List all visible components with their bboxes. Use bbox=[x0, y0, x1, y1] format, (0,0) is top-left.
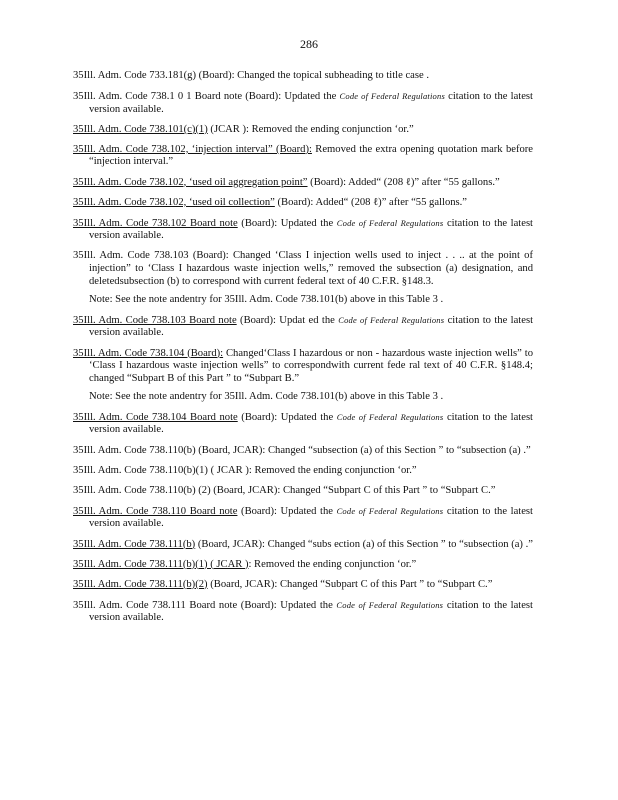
entry-text: citation to the latest version available. bbox=[89, 411, 534, 436]
amendment-entry bbox=[73, 579, 533, 592]
cfr-reference: Code of Federal Regulations bbox=[336, 411, 444, 422]
cfr-reference: Code of Federal Regulations bbox=[336, 217, 444, 228]
amendment-entry bbox=[73, 124, 533, 137]
amendment-list bbox=[73, 70, 533, 633]
entry-text: 35Ill. Adm. Code 738.103 (Board): Changed ‘Class I injection wells used to inject . . .. at the point of injection” to ‘Class I hazardous waste injection wells,” removed the subsection (a) designation, and deletedsubsection (b) to correspond with current federal text of 40 C.F.R. §148.3. bbox=[73, 250, 533, 287]
entry-text: (Board): Added“ (208 ℓ)” after “55 gallons.” bbox=[274, 196, 468, 208]
entry-text: citation to the latest version available. bbox=[89, 599, 534, 624]
amendment-entry bbox=[73, 177, 533, 190]
section-citation: 35Ill. Adm. Code 738.103 Board note bbox=[73, 314, 237, 326]
section-citation: 35Ill. Adm. Code 738.104 (Board): bbox=[73, 347, 224, 359]
cfr-reference: Code of Federal Regulations bbox=[336, 599, 444, 610]
entry-text: Removed the extra opening quotation mark before “injection interval.” bbox=[89, 143, 533, 168]
section-citation: 35Ill. Adm. Code 738.111(b)(2) bbox=[73, 578, 208, 590]
entry-text: : Removed the ending conjunction ‘or.” bbox=[248, 558, 417, 570]
entry-text: citation to the latest version available. bbox=[89, 505, 533, 530]
note-paragraph bbox=[73, 391, 533, 404]
amendment-entry bbox=[73, 485, 533, 498]
amendment-entry bbox=[73, 539, 533, 552]
entry-text: citation to the latest version available. bbox=[89, 91, 533, 115]
cfr-reference: Code of Federal Regulations bbox=[339, 91, 445, 102]
entry-text: 35Ill. Adm. Code 733.181(g) (Board): Changed the topical subheading to title case . bbox=[73, 70, 429, 81]
amendment-entry bbox=[73, 70, 533, 83]
note-paragraph bbox=[73, 294, 533, 307]
amendment-entry bbox=[73, 465, 533, 478]
entry-text: (Board, JCAR): Changed “subs ection (a) of this Section ” to “subsection (a) .” bbox=[195, 538, 533, 550]
section-citation: 35Ill. Adm. Code 738.102, ‘used oil collection” bbox=[73, 196, 275, 208]
entry-text: 35Ill. Adm. Code 738.110(b)(1) ( JCAR ): Removed the ending conjunction ‘or.” bbox=[73, 464, 417, 476]
amendment-entry bbox=[73, 144, 533, 169]
entry-text: citation to the latest version available. bbox=[89, 217, 534, 242]
amendment-entry bbox=[73, 90, 533, 116]
amendment-entry bbox=[73, 599, 533, 625]
entry-text: Note: See the note andentry for 35Ill. Adm. Code 738.101(b) above in this Table 3 . bbox=[89, 390, 444, 402]
amendment-entry bbox=[73, 250, 533, 288]
entry-text: Changed‘Class I hazardous or non - hazardous waste injection wells” to ‘Class I hazardous waste injection wells” to correspondwith current fede ral text of 40 C.F.R. §148.4; changed “Subpart B of this Part ” to “Subpart B.” bbox=[89, 347, 533, 384]
entry-text: 35Ill. Adm. Code 738.110(b) (2) (Board, JCAR): Changed “Subpart C of this Part ” to “Subpart C.” bbox=[73, 484, 496, 496]
amendment-entry bbox=[73, 314, 533, 340]
page-number: 286 bbox=[300, 37, 318, 51]
amendment-entry bbox=[73, 559, 533, 572]
entry-text: (Board): Updated the bbox=[237, 217, 337, 229]
section-citation: 35Ill. Adm. Code 738.102, ‘used oil aggregation point” bbox=[73, 176, 308, 188]
entry-text: (JCAR ): Removed the ending conjunction ‘or.” bbox=[207, 123, 414, 135]
entry-text: citation to the latest version available. bbox=[89, 314, 534, 339]
entry-text: (Board): Updat ed the bbox=[236, 314, 339, 326]
amendment-entry bbox=[73, 348, 533, 386]
cfr-reference: Code of Federal Regulations bbox=[338, 314, 445, 325]
section-citation: 35Ill. Adm. Code 738.102, ‘injection interval” (Board): bbox=[73, 143, 312, 155]
amendment-entry bbox=[73, 411, 533, 437]
section-citation: 35Ill. Adm. Code 738.110 Board note bbox=[73, 505, 238, 517]
entry-text: (Board): Added“ (208 ℓ)” after “55 gallons.” bbox=[307, 176, 500, 188]
entry-text: 35Ill. Adm. Code 738.1 0 1 Board note (Board): Updated the bbox=[73, 91, 340, 103]
section-citation: 35Ill. Adm. Code 738.111(b)(1) ( JCAR ) bbox=[73, 558, 249, 570]
entry-text: (Board): Updated the bbox=[237, 505, 337, 517]
section-citation: 35Ill. Adm. Code 738.102 Board note bbox=[73, 217, 238, 229]
entry-text: (Board, JCAR): Changed “Subpart C of this Part ” to “Subpart C.” bbox=[207, 578, 493, 590]
amendment-entry bbox=[73, 505, 533, 531]
section-citation: 35Ill. Adm. Code 738.104 Board note bbox=[73, 411, 238, 423]
entry-text: (Board): Updated the bbox=[237, 411, 337, 423]
section-citation: 35Ill. Adm. Code 738.101(c)(1) bbox=[73, 123, 208, 135]
entry-text: Note: See the note andentry for 35Ill. Adm. Code 738.101(b) above in this Table 3 . bbox=[89, 293, 444, 305]
section-citation: 35Ill. Adm. Code 738.111(b) bbox=[73, 538, 196, 550]
cfr-reference: Code of Federal Regulations bbox=[336, 505, 444, 516]
amendment-entry bbox=[73, 217, 533, 243]
amendment-entry bbox=[73, 197, 533, 210]
entry-text: 35Ill. Adm. Code 738.110(b) (Board, JCAR): Changed “subsection (a) of this Section ” to “subsection (a) .” bbox=[73, 444, 531, 456]
entry-text: 35Ill. Adm. Code 738.111 Board note (Board): Updated the bbox=[73, 599, 337, 611]
amendment-entry bbox=[73, 445, 533, 458]
